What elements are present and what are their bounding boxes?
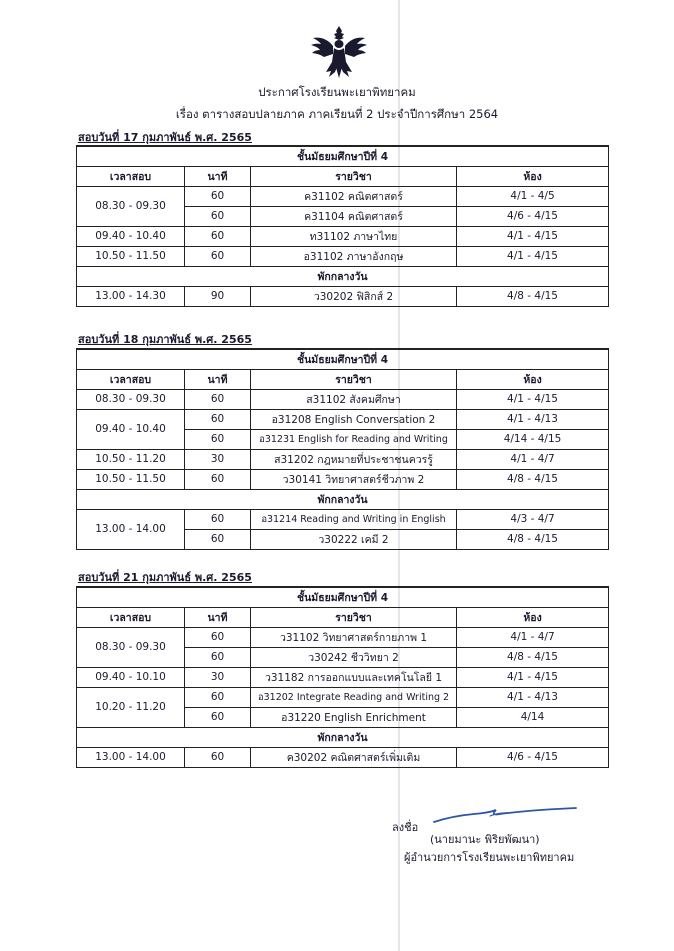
- exam-time: 09.40 - 10.10: [77, 667, 185, 687]
- exam-room: 4/8 - 4/15: [457, 286, 609, 306]
- table-row: [77, 509, 609, 529]
- col-room: ห้อง: [457, 369, 609, 389]
- exam-minutes: 60: [185, 389, 251, 409]
- exam-minutes: 60: [185, 707, 251, 727]
- exam-minutes: 90: [185, 286, 251, 306]
- exam-minutes: 60: [185, 687, 251, 707]
- exam-room: 4/3 - 4/7: [457, 509, 609, 529]
- exam-subject: ส31202 กฎหมายที่ประชาชนควรรู้: [251, 449, 457, 469]
- lunch-break-row: [77, 489, 609, 509]
- day-1-title: สอบวันที่ 17 กุมภาพันธ์ พ.ศ. 2565: [78, 131, 252, 144]
- exam-room: 4/1 - 4/15: [457, 226, 609, 246]
- day-2-title: สอบวันที่ 18 กุมภาพันธ์ พ.ศ. 2565: [78, 333, 252, 346]
- lunch-break-label: พักกลางวัน: [77, 266, 609, 286]
- exam-room: 4/8 - 4/15: [457, 469, 609, 489]
- exam-minutes: 30: [185, 449, 251, 469]
- exam-table-day-2: [76, 348, 609, 550]
- col-room: ห้อง: [457, 607, 609, 627]
- exam-minutes: 60: [185, 469, 251, 489]
- col-time: เวลาสอบ: [77, 369, 185, 389]
- exam-subject: ค30202 คณิตศาสตร์เพิ่มเติม: [251, 747, 457, 767]
- garuda-emblem-icon: [308, 22, 370, 84]
- level-header: ชั้นมัธยมศึกษาปีที่ 4: [77, 146, 609, 166]
- exam-room: 4/1 - 4/15: [457, 389, 609, 409]
- exam-time: 10.50 - 11.20: [77, 449, 185, 469]
- table-row: [77, 186, 609, 206]
- level-header: ชั้นมัธยมศึกษาปีที่ 4: [77, 587, 609, 607]
- exam-time: 10.50 - 11.50: [77, 469, 185, 489]
- lunch-break-row: [77, 266, 609, 286]
- exam-subject: อ31208 English Conversation 2: [251, 409, 457, 429]
- exam-time: 09.40 - 10.40: [77, 226, 185, 246]
- handwritten-signature-icon: [430, 800, 580, 830]
- col-minutes: นาที: [185, 166, 251, 186]
- exam-time: 13.00 - 14.00: [77, 509, 185, 549]
- level-header: ชั้นมัธยมศึกษาปีที่ 4: [77, 349, 609, 369]
- exam-table-day-3: [76, 586, 609, 768]
- exam-minutes: 60: [185, 246, 251, 266]
- exam-time: 08.30 - 09.30: [77, 389, 185, 409]
- exam-subject: ว30222 เคมี 2: [251, 529, 457, 549]
- column-header-row: [77, 369, 609, 389]
- table-row: [77, 747, 609, 767]
- exam-room: 4/1 - 4/15: [457, 667, 609, 687]
- signatory-position: ผู้อำนวยการโรงเรียนพะเยาพิทยาคม: [404, 851, 575, 864]
- exam-subject: ว31182 การออกแบบและเทคโนโลยี 1: [251, 667, 457, 687]
- exam-time: 08.30 - 09.30: [77, 186, 185, 226]
- col-subject: รายวิชา: [251, 369, 457, 389]
- table-row: [77, 627, 609, 647]
- exam-room: 4/8 - 4/15: [457, 529, 609, 549]
- exam-minutes: 30: [185, 667, 251, 687]
- exam-subject: อ31214 Reading and Writing in English: [251, 509, 457, 529]
- exam-subject: ว30242 ชีววิทยา 2: [251, 647, 457, 667]
- exam-table-day-1: [76, 145, 609, 307]
- exam-subject: ค31104 คณิตศาสตร์: [251, 206, 457, 226]
- exam-room: 4/14 - 4/15: [457, 429, 609, 449]
- column-header-row: [77, 607, 609, 627]
- lunch-break-label: พักกลางวัน: [77, 489, 609, 509]
- exam-minutes: 60: [185, 747, 251, 767]
- exam-subject: อ31231 English for Reading and Writing: [251, 429, 457, 449]
- exam-room: 4/1 - 4/15: [457, 246, 609, 266]
- exam-subject: ท31102 ภาษาไทย: [251, 226, 457, 246]
- exam-room: 4/1 - 4/13: [457, 409, 609, 429]
- signatory-name: (นายมานะ พิริยพัฒนา): [430, 833, 540, 846]
- exam-minutes: 60: [185, 627, 251, 647]
- table-row: [77, 409, 609, 429]
- exam-room: 4/1 - 4/5: [457, 186, 609, 206]
- col-minutes: นาที: [185, 607, 251, 627]
- exam-subject: อ31102 ภาษาอังกฤษ: [251, 246, 457, 266]
- exam-minutes: 60: [185, 409, 251, 429]
- table-row: [77, 687, 609, 707]
- day-3-title: สอบวันที่ 21 กุมภาพันธ์ พ.ศ. 2565: [78, 571, 252, 584]
- exam-subject: อ31220 English Enrichment: [251, 707, 457, 727]
- exam-subject: อ31202 Integrate Reading and Writing 2: [251, 687, 457, 707]
- table-row: [77, 286, 609, 306]
- exam-time: 10.50 - 11.50: [77, 246, 185, 266]
- col-time: เวลาสอบ: [77, 166, 185, 186]
- col-room: ห้อง: [457, 166, 609, 186]
- exam-minutes: 60: [185, 529, 251, 549]
- exam-minutes: 60: [185, 226, 251, 246]
- exam-minutes: 60: [185, 186, 251, 206]
- exam-subject: ส31102 สังคมศึกษา: [251, 389, 457, 409]
- exam-time: 13.00 - 14.00: [77, 747, 185, 767]
- announcement-title: ประกาศโรงเรียนพะเยาพิทยาคม: [258, 85, 416, 99]
- lunch-break-label: พักกลางวัน: [77, 727, 609, 747]
- exam-minutes: 60: [185, 206, 251, 226]
- col-minutes: นาที: [185, 369, 251, 389]
- lunch-break-row: [77, 727, 609, 747]
- exam-minutes: 60: [185, 647, 251, 667]
- exam-room: 4/6 - 4/15: [457, 747, 609, 767]
- table-row: [77, 667, 609, 687]
- column-header-row: [77, 166, 609, 186]
- exam-subject: ว30141 วิทยาศาสตร์ชีวภาพ 2: [251, 469, 457, 489]
- table-row: [77, 226, 609, 246]
- announcement-subject: เรื่อง ตารางสอบปลายภาค ภาคเรียนที่ 2 ประจำปีการศึกษา 2564: [175, 107, 499, 121]
- exam-subject: ค31102 คณิตศาสตร์: [251, 186, 457, 206]
- col-subject: รายวิชา: [251, 166, 457, 186]
- exam-minutes: 60: [185, 429, 251, 449]
- table-row: [77, 246, 609, 266]
- table-row: [77, 449, 609, 469]
- exam-subject: ว31102 วิทยาศาสตร์กายภาพ 1: [251, 627, 457, 647]
- exam-room: 4/1 - 4/13: [457, 687, 609, 707]
- col-time: เวลาสอบ: [77, 607, 185, 627]
- exam-room: 4/6 - 4/15: [457, 206, 609, 226]
- table-row: [77, 469, 609, 489]
- exam-room: 4/14: [457, 707, 609, 727]
- exam-room: 4/1 - 4/7: [457, 627, 609, 647]
- exam-time: 10.20 - 11.20: [77, 687, 185, 727]
- exam-room: 4/8 - 4/15: [457, 647, 609, 667]
- exam-subject: ว30202 ฟิสิกส์ 2: [251, 286, 457, 306]
- signature-label: ลงชื่อ: [392, 821, 419, 834]
- exam-minutes: 60: [185, 509, 251, 529]
- exam-room: 4/1 - 4/7: [457, 449, 609, 469]
- col-subject: รายวิชา: [251, 607, 457, 627]
- exam-time: 13.00 - 14.30: [77, 286, 185, 306]
- exam-time: 09.40 - 10.40: [77, 409, 185, 449]
- table-row: [77, 389, 609, 409]
- exam-time: 08.30 - 09.30: [77, 627, 185, 667]
